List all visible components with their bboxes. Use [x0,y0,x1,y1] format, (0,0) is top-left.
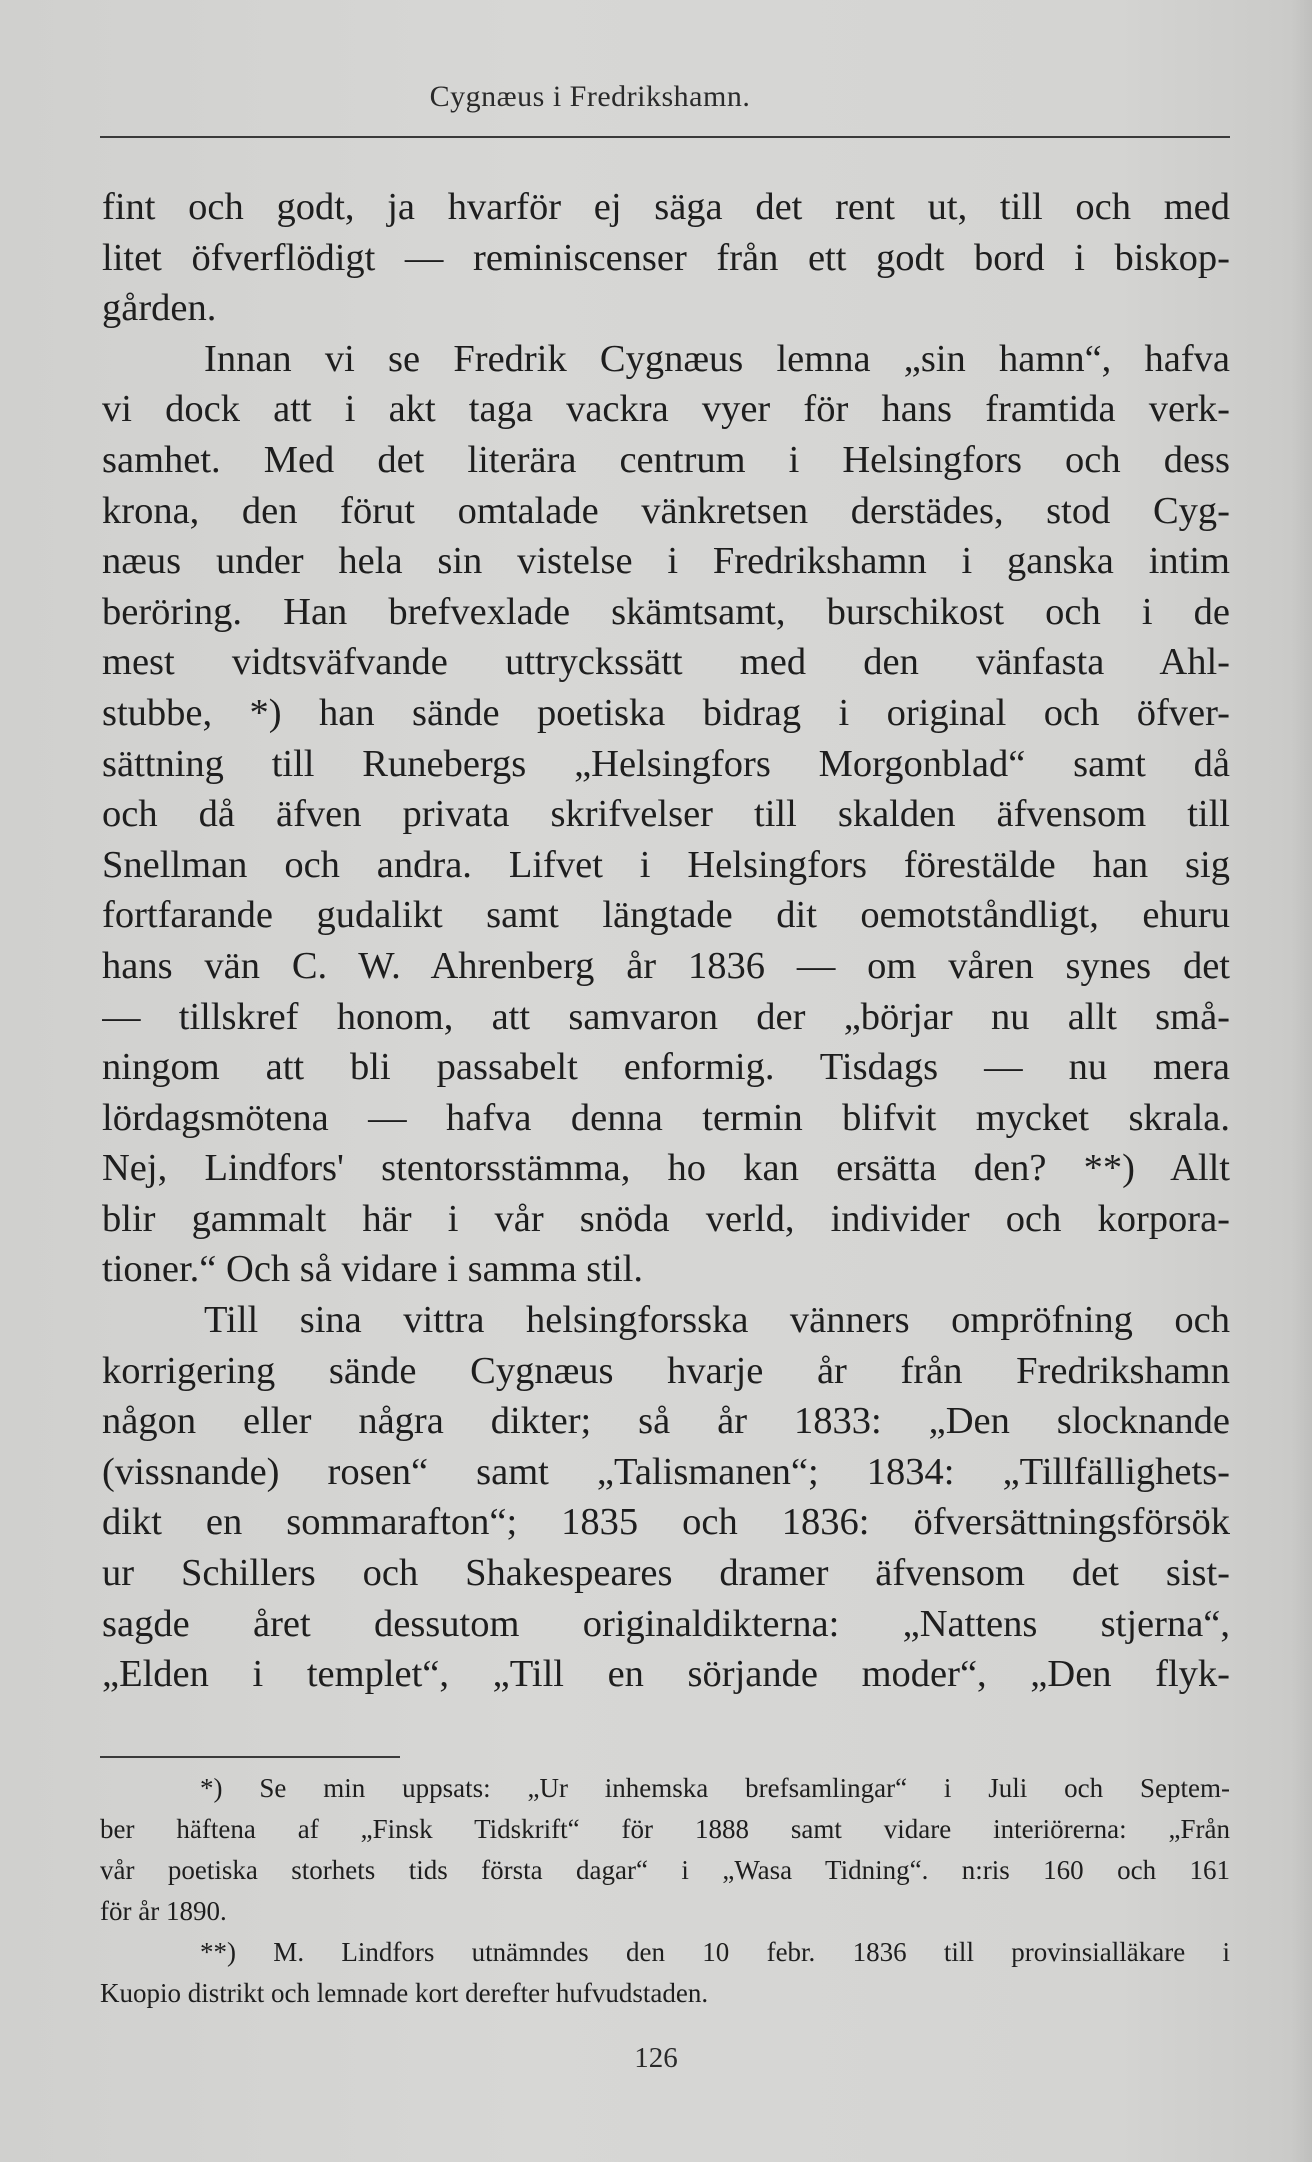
page-edge-shadow [1290,0,1312,2162]
footnotes [100,1768,1230,2014]
text-line: sättning till Runebergs „Helsingfors Morgonblad“ samt då [102,742,1230,785]
footnote-line: för år 1890. [100,1896,227,1926]
footnote-line: Kuopio distrikt och lemnade kort derefter hufvudstaden. [100,1978,709,2008]
text-line: hans vän C. W. Ahrenberg år 1836 — om våren synes det [102,944,1230,987]
text-line: krona, den förut omtalade vänkretsen derstädes, stod Cyg- [102,489,1230,532]
text-line: ur Schillers och Shakespeares dramer äfvensom det sist- [102,1552,1230,1595]
footnote-line: ber häftena af „Finsk Tidskrift“ för 1888 samt vidare interiörerna: „Från [100,1814,1230,1844]
text-line: samhet. Med det literära centrum i Helsingfors och dess [102,438,1230,481]
running-title: Cygnæus i Fredrikshamn. [429,80,751,113]
footnote-line: vår poetiska storhets tids första dagar“ i „Wasa Tidning“. n:ris 160 och 161 [100,1855,1230,1885]
text-line: stubbe, *) han sände poetiska bidrag i original och öfver- [102,691,1230,734]
text-line: næus under hela sin vistelse i Fredrikshamn i ganska intim [102,540,1230,583]
text-line: fint och godt, ja hvarför ej säga det rent ut, till och med [102,186,1230,228]
text-line: mest vidtsväfvande uttryckssätt med den vänfasta Ahl- [102,641,1230,684]
text-line: ningom att bli passabelt enformig. Tisdags — nu mera [102,1046,1230,1089]
text-line: tioner.“ Och så vidare i samma stil. [102,1248,643,1291]
text-line: blir gammalt här i vår snöda verld, individer och korpora- [102,1197,1230,1240]
text-line: vi dock att i akt taga vackra vyer för hans framtida verk- [102,388,1230,431]
text-line: någon eller några dikter; så år 1833: „Den slocknande [102,1400,1230,1443]
text-line: sagde året dessutom originaldikterna: „Nattens stjerna“, [102,1602,1230,1645]
text-line: — tillskref honom, att samvaron der „börjar nu allt små- [102,995,1230,1038]
text-line: „Elden i templet“, „Till en sörjande moder“, „Den flyk- [102,1653,1230,1696]
main-text [102,182,1230,1700]
footnote-line: *) Se min uppsats: „Ur inhemska brefsamlingar“ i Juli och Septem- [200,1773,1230,1803]
text-line: fortfarande gudalikt samt längtade dit oemotståndligt, ehuru [102,894,1230,937]
text-line: (vissnande) rosen“ samt „Talismanen“; 1834: „Tillfällighets- [102,1450,1230,1493]
text-line: beröring. Han brefvexlade skämtsamt, burschikost och i de [102,590,1230,633]
text-line: gården. [102,287,217,330]
footnote-rule [100,1756,400,1758]
text-line: dikt en sommarafton“; 1835 och 1836: öfversättningsförsök [102,1501,1230,1544]
header-rule [100,136,1230,138]
text-line: och då äfven privata skrifvelser till skalden äfvensom till [102,793,1230,836]
text-line: lördagsmötena — hafva denna termin blifvit mycket skrala. [102,1096,1230,1139]
text-line: Nej, Lindfors' stentorsstämma, ho kan ersätta den? **) Allt [102,1147,1230,1190]
text-line: litet öfverflödigt — reminiscenser från ett godt bord i biskop- [102,236,1230,279]
footnote-line: **) M. Lindfors utnämndes den 10 febr. 1836 till provinsialläkare i [200,1937,1230,1967]
text-line: Till sina vittra helsingforsska vänners ompröfning och [204,1299,1230,1342]
text-line: korrigering sände Cygnæus hvarje år från Fredrikshamn [102,1349,1230,1392]
page-number: 126 [634,2042,678,2074]
text-line: Snellman och andra. Lifvet i Helsingfors förestälde han sig [102,843,1230,886]
text-line: Innan vi se Fredrik Cygnæus lemna „sin hamn“, hafva [204,337,1230,380]
